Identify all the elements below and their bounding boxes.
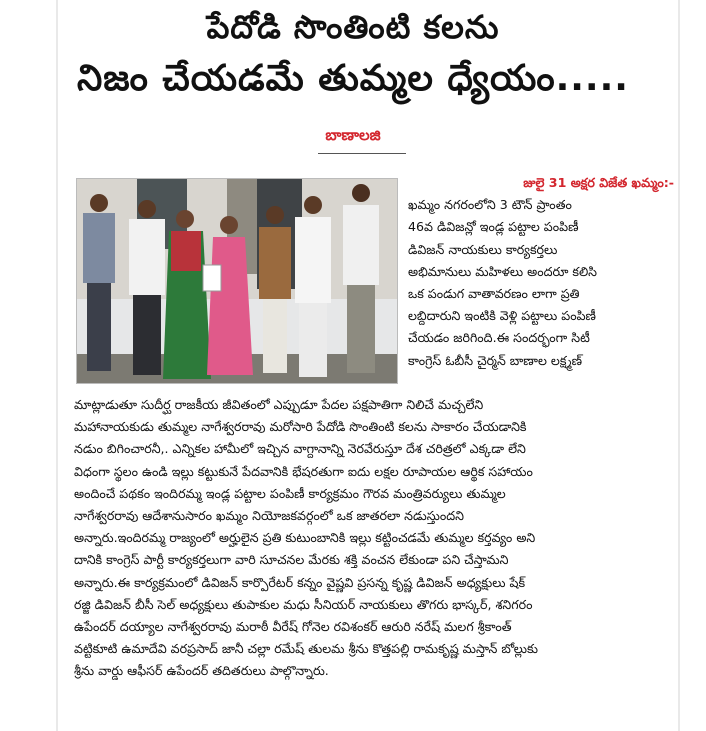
article-line: అభిమానులు మహిళలు అందరూ కలిసి — [408, 263, 598, 279]
article-line: లబ్దిదారుని ఇంటికి వెళ్లి పట్టాలు పంపిణీ — [408, 308, 596, 324]
article-line: విధంగా స్థలం ఉండి ఇల్లు కట్టుకునే పేదవానికి భేషరతుగా ఐదు లక్షల రూపాయల ఆర్థిక సహాయం — [74, 463, 533, 479]
headline-line-1: పేదోడి సొంతింటి కలను — [206, 8, 500, 46]
article-line: చేయడం జరిగింది.ఈ సందర్భంగా సిటీ — [408, 330, 590, 346]
article-line: మహానాయకుడు తుమ్మల నాగేశ్వరరావు మరోసారి పేదోడి సొంతింటి కలను సాకారం చేయడానికి — [74, 419, 527, 435]
article-line: నాగేశ్వరరావు ఆదేశానుసారం ఖమ్మం నియోజకవర్గంలో ఒక జాతరలా నడుస్తుందని — [74, 507, 465, 523]
article-line: ఉపేందర్ దయ్యాల నాగేశ్వరరావు మరాఠీ వీరేష్ గోనెల రవిశంకర్ ఆరురి నరేష్ మలగ శ్రీకాంత్ — [74, 618, 512, 634]
article-line: దానికి కాంగ్రెస్ పార్టీ కార్యకర్తలుగా వారి సూచనల మేరకు శక్తి వంచన లేకుండా పని చేస్తామని — [74, 552, 509, 568]
article-line: నడుం బిగించారనీ,. ఎన్నికల హామీలో ఇచ్చిన వాగ్దానాన్ని నెరవేరుస్తూ దేశ చరిత్రలో ఎక్కడా లేని — [74, 441, 526, 457]
byline: బాణాలజి — [325, 126, 381, 144]
article-line: ఒక పండుగ వాతావరణం లాగా ప్రతి — [408, 285, 580, 301]
page-edge-right — [678, 0, 680, 731]
byline-divider — [318, 153, 406, 154]
page-edge-left — [56, 0, 58, 731]
dateline: జులై 31 అక్షర విజేత ఖమ్మం:- — [523, 175, 674, 190]
article-column-right — [408, 172, 674, 372]
article-line: అందించే పథకం ఇందిరమ్మ ఇండ్ల పట్టాల పంపిణీ కార్యక్రమం గౌరవ మంత్రివర్యులు తుమ్మల — [74, 485, 506, 501]
article-line: కాంగ్రెస్ ఓబీసీ చైర్మన్ బాణాల లక్ష్మణ్ — [408, 352, 583, 368]
article-line: 46వ డివిజన్లో ఇండ్ల పట్టాల పంపిణీ — [408, 219, 579, 235]
article-line: అన్నారు.ఈ కార్యక్రమంలో డివిజన్ కార్పొరేటర్ కన్నం వైష్ణవి ప్రసన్న కృష్ణ డివిజన్ అధ్యక్షులు షేక్ — [74, 574, 526, 590]
headline-line-2: నిజం చేయడమే తుమ్మల ధ్యేయం..... — [77, 58, 629, 99]
article-line: మాట్లాడుతూ సుదీర్ఘ రాజకీయ జీవితంలో ఎప్పుడూ పేదల పక్షపాతిగా నిలిచే మచ్చలేని — [74, 397, 484, 412]
article-line: అన్నారు.ఇందిరమ్మ రాజ్యంలో అర్హులైన ప్రతి కుటుంబానికి ఇల్లు కట్టించడమే తుమ్మల కర్తవ్యం అని — [74, 530, 536, 546]
article-column-full — [74, 394, 674, 682]
group-photo-illustration — [77, 179, 398, 384]
article-line: డివిజన్ నాయకులు కార్యకర్తలు — [408, 241, 558, 257]
article-line: ఖమ్మం నగరంలోని 3 టౌన్ ప్రాంతం — [408, 197, 572, 213]
news-photo — [76, 178, 398, 384]
article-line: శ్రీను వార్డు ఆఫీసర్ ఉపేందర్ తదితరులు పాల్గొన్నారు. — [74, 663, 329, 679]
article-line: రజ్జి డివిజన్ బీసీ సెల్ అధ్యక్షులు తుపాకుల మధు సీనియర్ నాయకులు తొగరు భాస్కర్, శనిగరం — [74, 596, 533, 612]
article-line: వట్టికూటి ఉమాదేవి వరప్రసాద్ జానీ చల్లా రమేష్ తులమ శ్రీను కొత్తపల్లి రామకృష్ణ మస్తాన్ బోల్లుకు — [74, 641, 538, 657]
